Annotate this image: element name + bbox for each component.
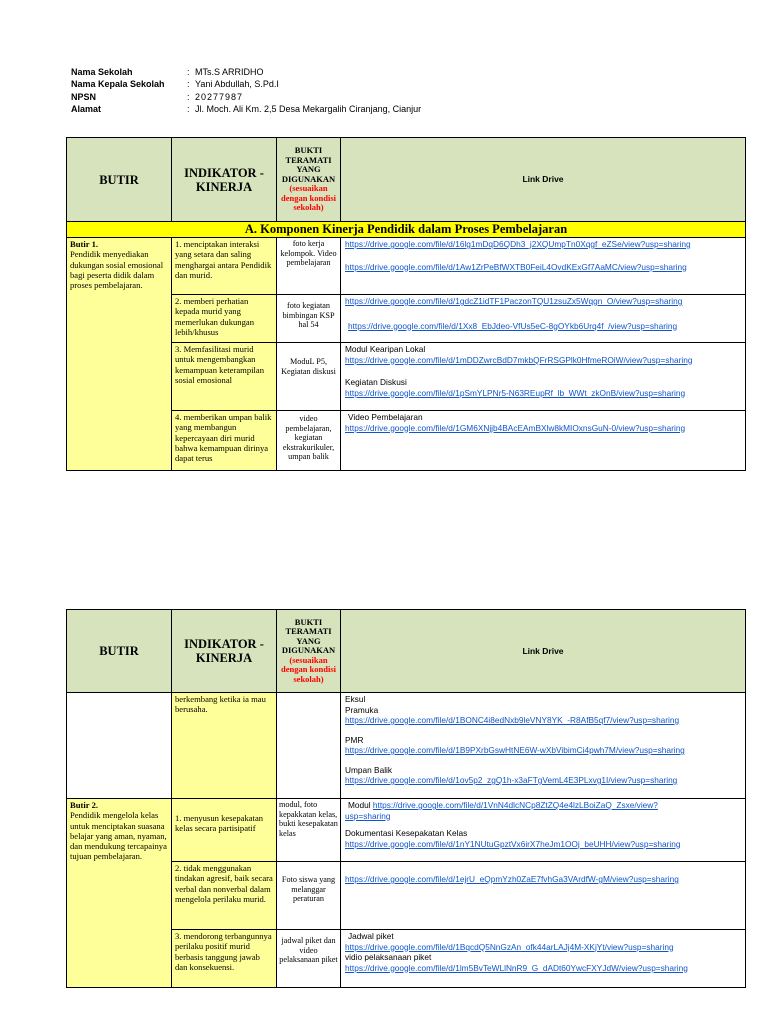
header-bukti-note: (sesuaikan dengan kondisi sekolah) (280, 183, 337, 213)
info-separator: : (187, 79, 190, 90)
link-caption: Modul Kearipan Lokal (345, 344, 426, 354)
info-label: Nama Sekolah (71, 67, 133, 77)
drive-link[interactable]: https://drive.google.com/file/d/1ejrU_eQpmYzh0ZaE7fvhGa3VArdfW-gM/view?usp=sharing (345, 874, 679, 884)
indikator-cell: 2. tidak menggunakan tindakan agresif, baik secara verbal dan nonverbal dalam mengelola perilaku murid. (172, 862, 277, 930)
link-cell (341, 295, 746, 343)
table-header-row (67, 610, 746, 693)
header-bukti (277, 138, 341, 222)
drive-link[interactable]: https://drive.google.com/file/d/1ov5p2_zgQ1h-x3aFTgVemL4E3PLxvg1I/view?usp=sharing (345, 775, 678, 785)
info-row-alamat (71, 103, 421, 115)
link-cell (341, 930, 746, 988)
bukti-cell: foto kerja kelompok. Video pembelajaran (277, 238, 341, 295)
link-cell (341, 799, 746, 862)
link-cell (341, 411, 746, 471)
drive-link[interactable]: https://drive.google.com/file/d/1VnN4dlcNCp8ZtZQ4e4lzLBoiZaQ_Zsxe/view? (372, 800, 658, 810)
bukti-cell: jadwal piket dan video pelaksanaan piket (277, 930, 341, 988)
header-bukti-note: (sesuaikan dengan kondisi sekolah) (280, 654, 337, 684)
info-value: MTs.S ARRIDHO (195, 67, 264, 77)
link-caption: Pramuka (345, 704, 379, 715)
info-separator: : (187, 103, 190, 114)
bukti-cell: ModuL P5, Kegiatan diskusi (277, 343, 341, 411)
info-value: 20277987 (195, 91, 244, 102)
header-indikator: INDIKATOR - KINERJA (172, 610, 277, 693)
butir-title: Butir 1. (70, 239, 99, 249)
bukti-cell: video pembelajaran, kegiatan ekstrakurikuler, umpan balik (277, 411, 341, 471)
info-row-kepala (71, 78, 421, 90)
table-row (67, 799, 746, 862)
header-bukti-title: BUKTI TERAMATI YANG DIGUNAKAN (281, 616, 336, 656)
drive-link[interactable]: https://drive.google.com/file/d/1lm5BvTeWLlNnR9_G_dADt60YwcFXYJdW/view?usp=sharing (345, 962, 688, 973)
info-separator: : (187, 67, 190, 77)
link-caption: Eksul (345, 694, 366, 704)
link-caption: Umpan Balik (345, 764, 393, 775)
drive-link-continued[interactable]: usp=sharing (345, 810, 391, 821)
butir-cell (67, 238, 172, 471)
info-label: Alamat (71, 103, 102, 114)
link-caption: Dokumentasi Kesepakatan Kelas (345, 828, 468, 838)
info-value: Jl. Moch. Ali Km. 2,5 Desa Mekargalih Ciranjang, Cianjur (195, 103, 422, 114)
info-row-npsn (71, 91, 421, 103)
info-separator: : (187, 91, 190, 102)
drive-link[interactable]: https://drive.google.com/file/d/1BONC4i8edNxb9leVNY8YK_-R8AfB5qf7/view?usp=sharing (345, 715, 680, 725)
butir-cell (67, 799, 172, 988)
bukti-cell: foto kegiatan bimbingan KSP hal 54 (277, 295, 341, 343)
bukti-cell: Foto siswa yang melanggar peraturan (277, 862, 341, 930)
drive-link[interactable]: https://drive.google.com/file/d/1gdcZ1idTF1PaczonTQU1zsuZx5Wqgn_O/view?usp=sharing (345, 296, 683, 306)
butir-cell-empty (67, 693, 172, 799)
kinerja-table-page-2 (66, 609, 746, 988)
link-cell (341, 862, 746, 930)
bukti-cell-empty (277, 693, 341, 799)
section-row (67, 222, 746, 238)
link-caption: Modul (348, 800, 373, 810)
header-link-drive: Link Drive (341, 610, 746, 693)
section-title: A. Komponen Kinerja Pendidik dalam Proses Pembelajaran (67, 222, 746, 238)
link-cell (341, 238, 746, 295)
butir-description: Pendidik menyediakan dukungan sosial emosional bagi peserta didik dalam proses pembelajaran. (70, 249, 164, 291)
header-butir: BUTIR (67, 610, 172, 693)
link-cell (341, 693, 746, 799)
header-butir: BUTIR (67, 138, 172, 222)
header-link-drive: Link Drive (341, 138, 746, 222)
indikator-cell: 3. mendorong terbangunnya perilaku positif murid berbasis tanggung jawab dan konsekuensi. (172, 930, 277, 988)
header-indikator: INDIKATOR - KINERJA (172, 138, 277, 222)
link-caption: Kegiatan Diskusi (345, 377, 407, 387)
indikator-cell: 1. menyusun kesepakatan kelas secara partisipatif (172, 799, 277, 862)
drive-link[interactable]: https://drive.google.com/file/d/1Xx8_EbJdeo-VfUs5eC-8gOYkb6Urq4f_/view?usp=sharing (348, 320, 678, 331)
table-row (67, 693, 746, 799)
drive-link[interactable]: https://drive.google.com/file/d/1mDDZwrcBdD7mkbQFrRSGPlk0HfmeROiW/view?usp=sharing (345, 354, 693, 365)
school-info (71, 66, 421, 115)
info-label: Nama Kepala Sekolah (71, 79, 165, 90)
indikator-cell: berkembang ketika ia mau berusaha. (172, 693, 277, 799)
info-row-nama-sekolah (71, 66, 421, 78)
drive-link[interactable]: https://drive.google.com/file/d/1GM6XNjjb4BAcEAmBXlw8kMIOxnsGuN-0/view?usp=sharing (345, 422, 686, 433)
link-caption: vidio pelaksanaan piket (345, 952, 432, 962)
indikator-cell: 4. memberikan umpan balik yang membangun kepercayaan diri murid bahwa kemampuan dirinya dapat terus (172, 411, 277, 471)
info-label: NPSN (71, 91, 97, 102)
kinerja-table-page-1 (66, 137, 746, 471)
table-header-row (67, 138, 746, 222)
link-caption: Video Pembelajaran (348, 412, 423, 422)
header-bukti-title: BUKTI TERAMATI YANG DIGUNAKAN (281, 145, 336, 184)
indikator-cell: 2. memberi perhatian kepada murid yang memerlukan dukungan lebih/khusus (172, 295, 277, 343)
link-cell (341, 343, 746, 411)
info-value: Yani Abdullah, S.Pd.I (195, 79, 279, 90)
drive-link[interactable]: https://drive.google.com/file/d/1B9PXrbGswHtNE6W-wXbVibimCi4pwh7M/view?usp=sharing (345, 745, 685, 755)
table-row (67, 238, 746, 295)
bukti-cell: modul, foto kepakkatan kelas, bukti kesepakatan kelas (277, 799, 341, 862)
butir-title: Butir 2. (70, 800, 99, 810)
drive-link[interactable]: https://drive.google.com/file/d/1nY1NUtuGpztVx6irX7heJm1OOj_beUHH/view?usp=sharing (345, 838, 681, 849)
link-caption: PMR (345, 734, 364, 745)
indikator-cell: 3. Memfasilitasi murid untuk mengembangkan kemampuan keterampilan sosial emosional (172, 343, 277, 411)
header-bukti (277, 610, 341, 693)
drive-link[interactable]: https://drive.google.com/file/d/16lg1mDqD6QDh3_j2XQUmpTn0Xqgf_eZSe/view?usp=sharing (345, 239, 691, 249)
drive-link[interactable]: https://drive.google.com/file/d/1BqcdQ5NnGzAn_ofk44arLAJj4M-XKjYt/view?usp=sharing (345, 941, 674, 952)
link-caption: Jadwal piket (348, 931, 394, 941)
butir-description: Pendidik mengelola kelas untuk menciptakan suasana belajar yang aman, nyaman, dan mendukung tercapainya tujuan pembelajaran. (70, 810, 167, 862)
drive-link[interactable]: https://drive.google.com/file/d/1pSmYLPNr5-N63REupRf_lb_WWt_zkOnB/view?usp=sharing (345, 387, 686, 398)
drive-link[interactable]: https://drive.google.com/file/d/1Aw1ZrPeBfWXTB0FeiL4OvdKExGf7AaMC/view?usp=sharing (345, 261, 687, 272)
indikator-cell: 1. menciptakan interaksi yang setara dan saling menghargai antara Pendidik dan murid. (172, 238, 277, 295)
